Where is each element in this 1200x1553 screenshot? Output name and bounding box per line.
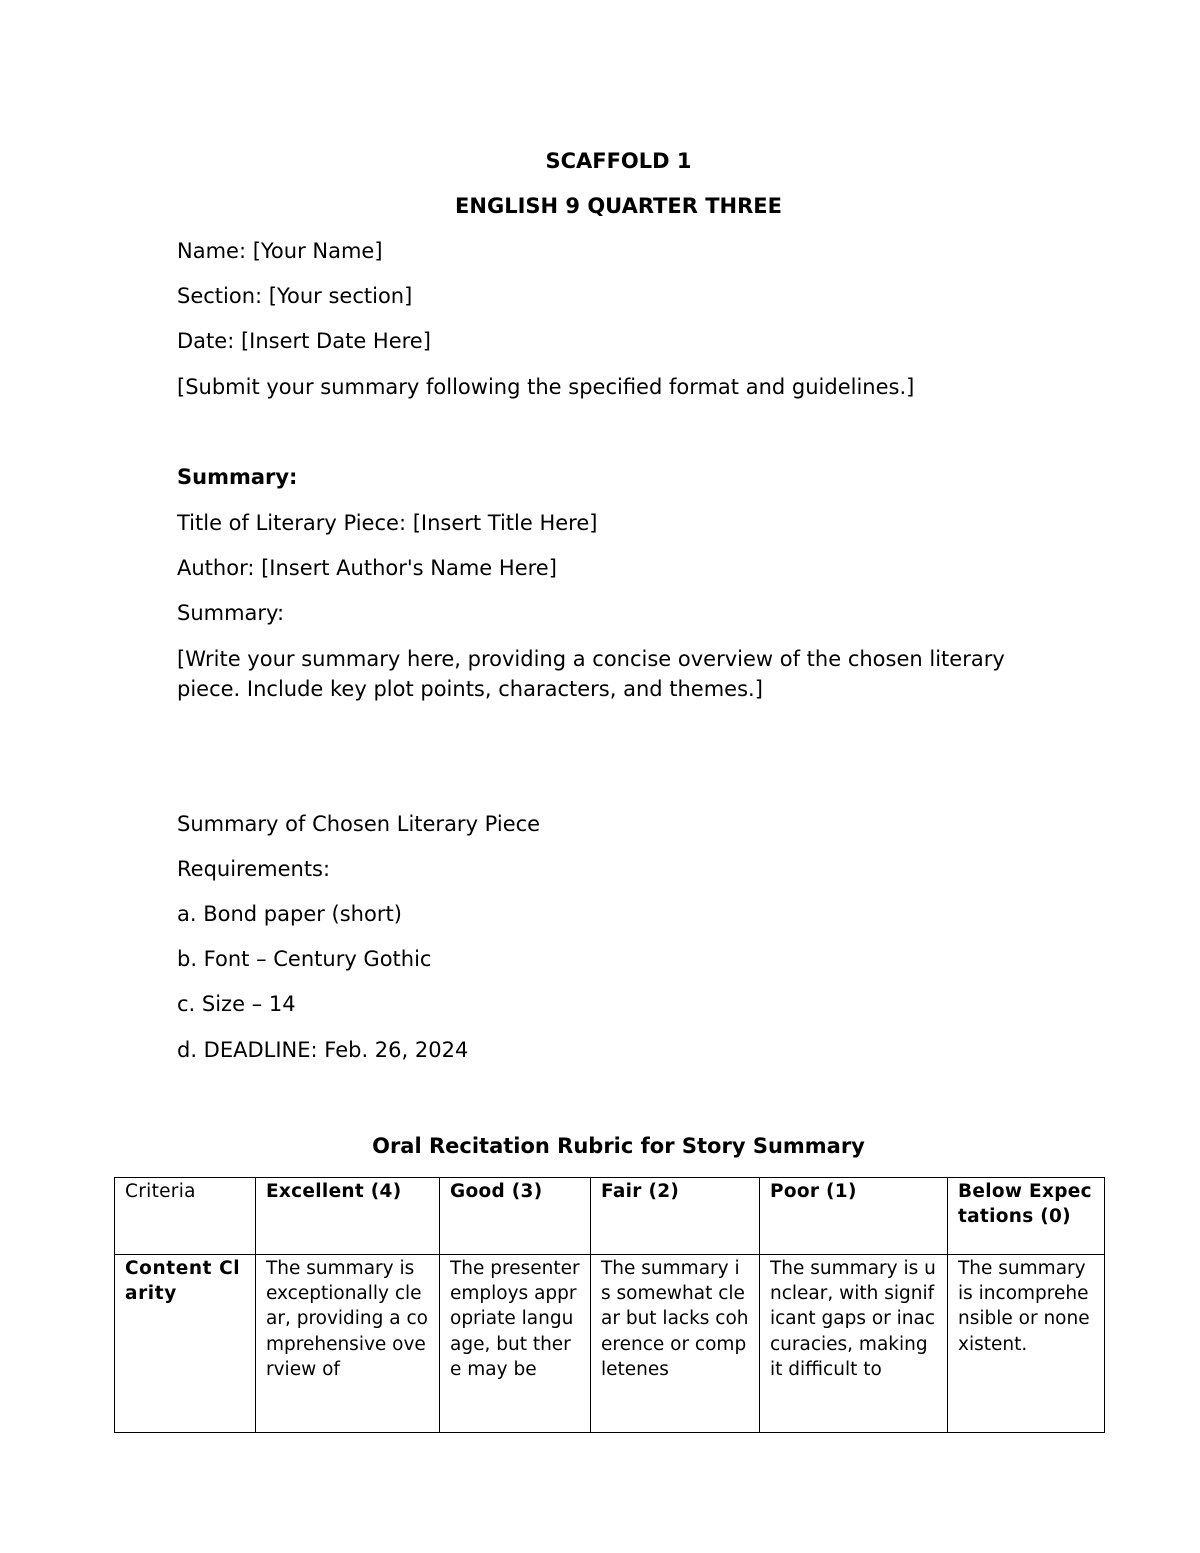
submission-instruction: [Submit your summary following the specified format and guidelines.] [177, 375, 915, 399]
column-header-criteria: Criteria [115, 1178, 256, 1255]
requirement-item: d. DEADLINE: Feb. 26, 2024 [177, 1038, 469, 1062]
below-expectations-cell [948, 1255, 1105, 1433]
below-expectations-description: The summary is incomprehensible or nonexistent. [958, 1258, 1090, 1355]
date-field: Date: [Insert Date Here] [177, 329, 431, 353]
column-header-poor: Poor (1) [760, 1178, 948, 1255]
summary-label: Summary: [177, 601, 285, 625]
excellent-cell [256, 1255, 440, 1433]
fair-cell [591, 1255, 760, 1433]
fair-description: The summary is somewhat clear but lacks coherence or completenes [601, 1258, 749, 1380]
good-cell [440, 1255, 591, 1433]
requirements-title: Summary of Chosen Literary Piece [177, 812, 541, 836]
column-header-excellent: Excellent (4) [256, 1178, 440, 1255]
literary-title-field: Title of Literary Piece: [Insert Title Here] [177, 511, 598, 535]
criterion-name: Content Clarity [125, 1258, 241, 1305]
column-header-fair: Fair (2) [591, 1178, 760, 1255]
summary-placeholder: [Write your summary here, providing a concise overview of the chosen literary piece. Include key plot points, characters, and themes.] [177, 647, 1005, 701]
rubric-table [114, 1177, 1105, 1433]
requirement-item: a. Bond paper (short) [177, 902, 402, 926]
rubric-header-row [115, 1178, 1105, 1255]
good-description: The presenter employs appropriate language, but there may be [450, 1258, 580, 1380]
section-field: Section: [Your section] [177, 284, 413, 308]
name-field: Name: [Your Name] [177, 239, 383, 263]
excellent-description: The summary is exceptionally clear, providing a comprehensive overview of [266, 1258, 428, 1380]
summary-heading: Summary: [177, 465, 298, 489]
requirement-item: b. Font – Century Gothic [177, 947, 432, 971]
document-title: SCAFFOLD 1 [545, 149, 692, 173]
requirement-item: c. Size – 14 [177, 992, 296, 1016]
table-row [115, 1255, 1105, 1433]
poor-description: The summary is unclear, with significant gaps or inaccuracies, making it difficult to [770, 1258, 936, 1380]
criterion-cell [115, 1255, 256, 1433]
author-field: Author: [Insert Author's Name Here] [177, 556, 557, 580]
requirements-label: Requirements: [177, 857, 331, 881]
document-subtitle: ENGLISH 9 QUARTER THREE [455, 194, 782, 218]
column-header-below-expectations: Below Expectations (0) [948, 1178, 1105, 1255]
poor-cell [760, 1255, 948, 1433]
rubric-title: Oral Recitation Rubric for Story Summary [372, 1134, 865, 1158]
column-header-good: Good (3) [440, 1178, 591, 1255]
